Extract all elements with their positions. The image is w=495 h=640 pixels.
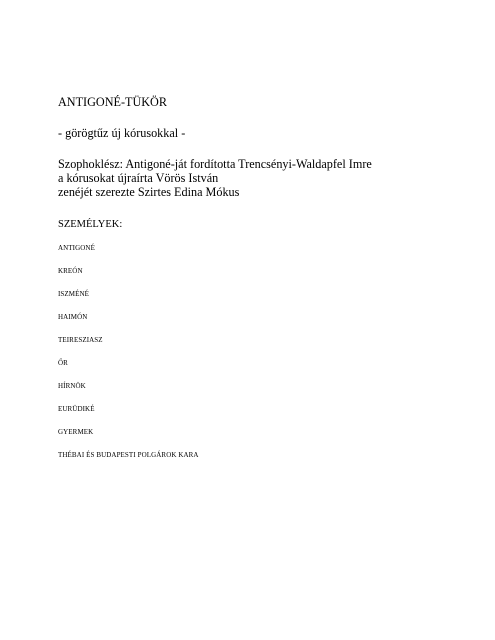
credit-line-translation: Szophoklész: Antigoné-ját fordította Trencsényi-Waldapfel Imre (58, 157, 372, 171)
character-item: HAIMÓN (58, 313, 88, 321)
document-title: ANTIGONÉ-TÜKÖR (58, 95, 167, 109)
character-item: THÉBAI ÉS BUDAPESTI POLGÁROK KARA (58, 451, 199, 459)
character-item: ANTIGONÉ (58, 244, 95, 252)
credit-line-music: zenéjét szerezte Szirtes Edina Mókus (58, 185, 240, 199)
characters-heading: SZEMÉLYEK: (58, 219, 123, 230)
character-item: ŐR (58, 359, 68, 367)
character-item: GYERMEK (58, 428, 94, 436)
document-subtitle: - görögtűz új kórusokkal - (58, 126, 186, 140)
character-item: EURÜDIKÉ (58, 405, 95, 413)
character-item: HÍRNÖK (58, 382, 86, 390)
character-item: ISZMÉNÉ (58, 290, 90, 298)
character-item: KREÓN (58, 267, 83, 275)
character-item: TEIRESZIASZ (58, 336, 103, 344)
credit-line-choruses: a kórusokat újraírta Vörös István (58, 171, 219, 185)
